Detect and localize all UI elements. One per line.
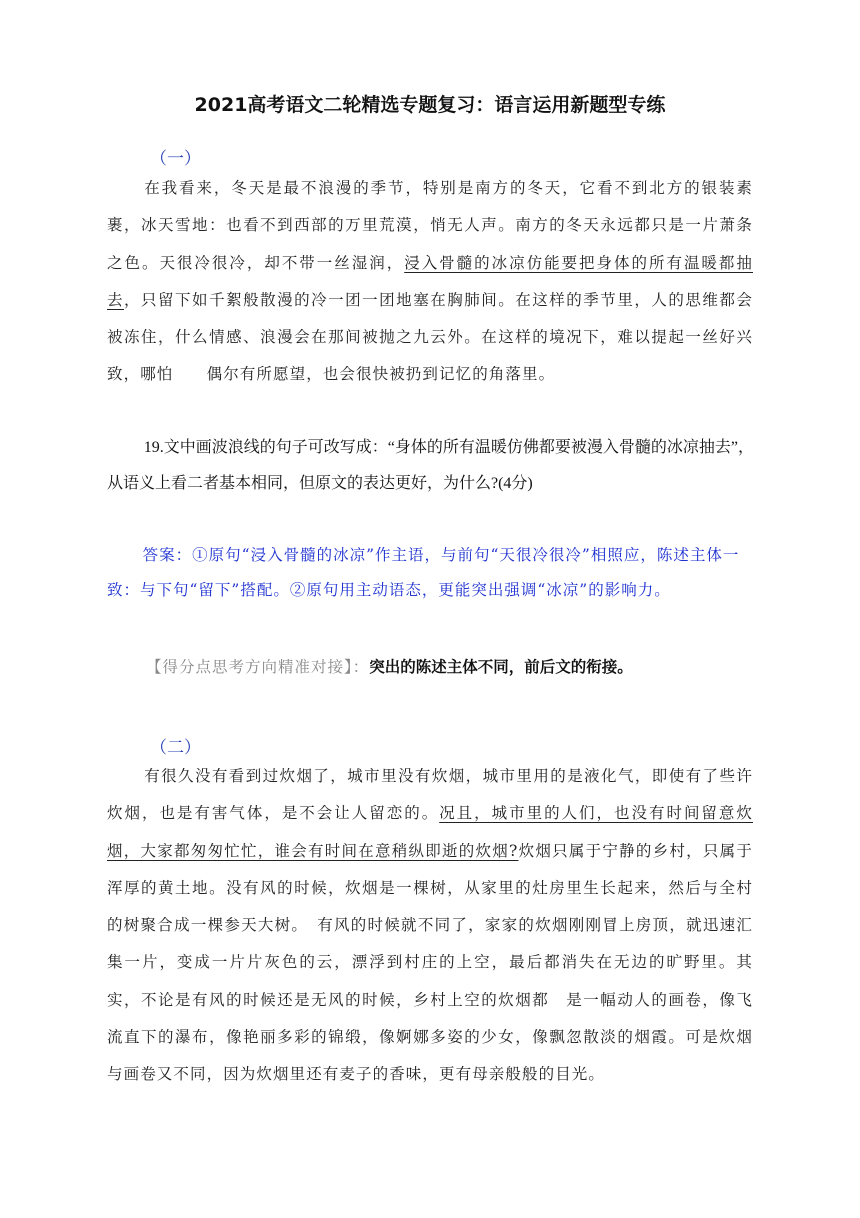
passage-2-text-b: 炊烟只属于宁静的乡村，只属于浑厚的黄土地。没有风的时候，炊烟是一棵树，从家里的灶房里生长起来，然后与全村的树聚合成一棵参天大树。 有风的时候就不同了，家家的炊烟刚刚冒上房顶，就迅速汇集一片，变成一片片灰色的云，漂浮到村庄的上空，最后都消失在无边的旷野里。其实，不论是有风的时候还是无风的时候，乡村上空的炊烟都 是一幅动人的画卷，像飞流直下的瀑布，像艳丽多彩的锦缎，像婀娜多姿的少女，像飘忽散淡的烟霞。可是炊烟与画卷又不同，因为炊烟里还有麦子的香味，更有母亲般般的目光。	[107, 841, 753, 1084]
answer-19: 答案：①原句“浸入骨髓的冰凉”作主语，与前句“天很冷很冷”相照应，陈述主体一致：与下句“留下”搭配。②原句用主动语态，更能突出强调“冰凉”的影响力。	[107, 546, 740, 599]
document-title: 2021高考语文二轮精选专题复习：语言运用新题型专练	[194, 94, 666, 116]
section-heading-1: （一）	[150, 149, 201, 169]
passage-1-text-b: ，只留下如千絮般散漫的冷一团一团地塞在胸肺间。在这样的季节里，人的思维都会被冻住，什么情感、浪漫会在那间被抛之九云外。在这样的境况下，难以提起一丝好兴致，哪怕 偶尔有所愿望，也会很快被扔到记忆的角落里。	[107, 290, 753, 384]
scoring-tip-label: 【得分点思考方向精准对接】：	[146, 658, 370, 676]
scoring-tip	[146, 655, 633, 677]
passage-2	[107, 758, 753, 1094]
scoring-tip-text: 突出的陈述主体不同，前后文的衔接。	[369, 658, 633, 676]
question-19: 19.文中画波浪线的句子可改写成：“身体的所有温暖仿佛都要被漫入骨髓的冰凉抽去”，从语义上看二者基本相同，但原文的表达更好，为什么?(4分)	[107, 439, 755, 492]
section-heading-2: （二）	[150, 738, 201, 758]
passage-1-text-a: 在我看来，冬天是最不浪漫的季节，特别是南方的冬天，它看不到北方的银装素裹，冰天雪地：也看不到西部的万里荒漠，悄无人声。南方的冬天永远都只是一片萧条之色。天很冷很冷，却不带一丝湿润，	[107, 179, 753, 272]
passage-2-underlined-sentence: 况且，城市里的人们，也没有时间留意炊烟，大家都匆匆忙忙，谁会有时间在意稍纵即逝的炊烟?	[107, 804, 753, 860]
passage-1-underlined-sentence: 浸入骨髓的冰凉仿能要把身体的所有温暖都抽去	[107, 253, 753, 309]
passage-1	[107, 170, 753, 394]
passage-2-text-a: 有很久没有看到过炊烟了，城市里没有炊烟，城市里用的是液化气，即使有了些许炊烟，也是有害气体，是不会让人留恋的。	[107, 767, 753, 823]
